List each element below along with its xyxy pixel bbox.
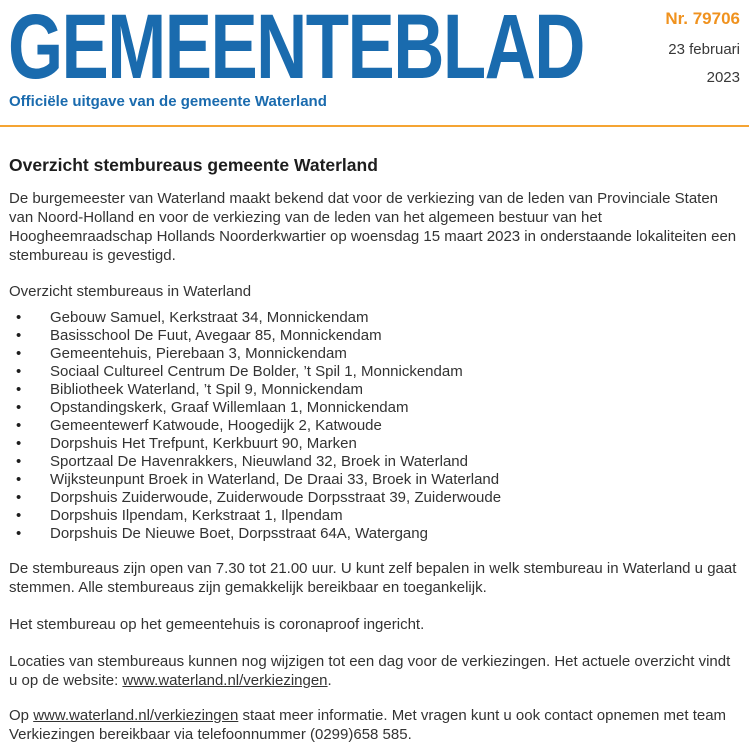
website-link[interactable]: www.waterland.nl/verkiezingen	[122, 672, 328, 689]
polling-station-item: • Gemeentehuis, Pierebaan 3, Monnickendam	[9, 345, 740, 363]
opening-hours-paragraph: De stembureaus zijn open van 7.30 tot 21.00 uur. U kunt zelf bepalen in welk stembureau in Waterland u gaat stemmen. Alle stembureaus zijn gemakkelijk bereikbaar en toegankelijk.	[9, 560, 737, 596]
masthead-subtitle: Officiële uitgave van de gemeente Waterland	[9, 93, 327, 110]
changes-paragraph	[9, 652, 740, 690]
changes-period: .	[327, 672, 332, 689]
polling-station-item: • Sportzaal De Havenrakkers, Nieuwland 32, Broek in Waterland	[9, 453, 740, 471]
polling-station-item: • Dorpshuis Het Trefpunt, Kerkbuurt 90, Marken	[9, 435, 740, 453]
list-heading: Overzicht stembureaus in Waterland	[9, 283, 252, 300]
polling-station-item: • Dorpshuis Zuiderwoude, Zuiderwoude Dorpsstraat 39, Zuiderwoude	[9, 489, 740, 507]
more-info-link[interactable]: www.waterland.nl/verkiezingen	[33, 707, 239, 724]
polling-station-item: • Bibliotheek Waterland, ’t Spil 9, Monnickendam	[9, 381, 740, 399]
intro-paragraph: De burgemeester van Waterland maakt bekend dat voor de verkiezing van de leden van Provinciale Staten van Noord-Holland en voor de verkiezing van de leden van het algemeen bestuur van het Hoogheemraadschap Hollands Noorderkwartier op woensdag 15 maart 2023 in onderstaande lokaliteiten een stembureau is gevestigd.	[9, 190, 737, 264]
polling-station-item: • Dorpshuis De Nieuwe Boet, Dorpsstraat 64A, Watergang	[9, 525, 740, 543]
masthead	[0, 0, 749, 125]
polling-station-item: • Sociaal Cultureel Centrum De Bolder, ’t Spil 1, Monnickendam	[9, 363, 740, 381]
issue-block	[665, 9, 740, 97]
polling-station-item: • Gemeentewerf Katwoude, Hoogedijk 2, Katwoude	[9, 417, 740, 435]
more-info-paragraph	[9, 706, 740, 744]
gemeenteblad-logo: GEMEENTEBLAD	[8, 0, 584, 98]
article-body	[0, 155, 749, 744]
issue-date-day: 23 februari	[668, 41, 740, 58]
issue-date-year: 2023	[706, 69, 740, 86]
polling-station-item: • Basisschool De Fuut, Avegaar 85, Monnickendam	[9, 327, 740, 345]
article-title: Overzicht stembureaus gemeente Waterland	[9, 155, 378, 175]
more-info-text: staat meer informatie. Met vragen kunt u ook contact opnemen met team Verkiezingen bereikbaar via telefoonnummer (0299)658 585.	[9, 707, 727, 743]
more-info-prefix: Op	[9, 707, 34, 724]
polling-station-item: • Gebouw Samuel, Kerkstraat 34, Monnickendam	[9, 309, 740, 327]
polling-station-list	[9, 309, 740, 543]
issue-number: Nr. 79706	[665, 9, 740, 28]
changes-text: Locaties van stembureaus kunnen nog wijzigen tot een dag voor de verkiezingen. Het actuele overzicht vindt u op de website:	[9, 653, 731, 689]
polling-station-item: • Wijksteunpunt Broek in Waterland, De Draai 33, Broek in Waterland	[9, 471, 740, 489]
orange-divider	[0, 125, 749, 127]
polling-station-item: • Opstandingskerk, Graaf Willemlaan 1, Monnickendam	[9, 399, 740, 417]
corona-paragraph: Het stembureau op het gemeentehuis is coronaproof ingericht.	[9, 616, 425, 633]
polling-station-item: • Dorpshuis Ilpendam, Kerkstraat 1, Ilpendam	[9, 507, 740, 525]
